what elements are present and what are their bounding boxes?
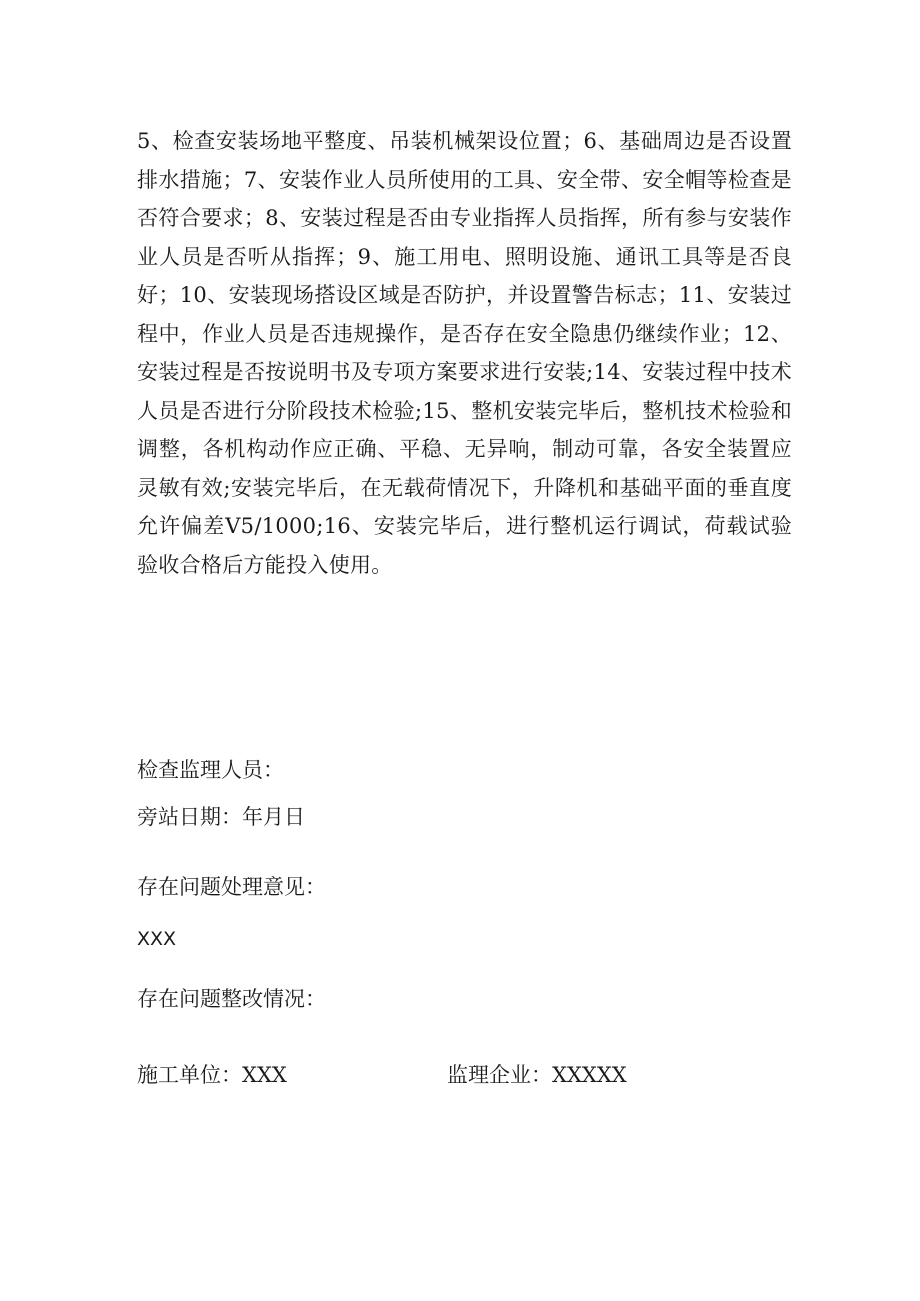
inspection-items-paragraph: 5、检查安装场地平整度、吊装机械架设位置；6、基础周边是否设置排水措施；7、安装作业人员所使用的工具、安全带、安全帽等检查是否符合要求；8、安装过程是否由专业指挥人员指挥，所有参与安装作业人员是否听从指挥；9、施工用电、照明设施、通讯工具等是否良好；10、安装现场搭设区域是否防护，并设置警告标志；11、安装过程中，作业人员是否违规操作，是否存在安全隐患仍继续作业；12、安装过程是否按说明书及专项方案要求进行安装;14、安装过程中技术人员是否进行分阶段技术检验;15、整机安装完毕后，整机技术检验和调整，各机构动作应正确、平稳、无异响，制动可靠，各安全装置应灵敏有效;安装完毕后，在无载荷情况下，升降机和基础平面的垂直度允许偏差V5/1000;16、安装完毕后，进行整机运行调试，荷载试验验收合格后方能投入使用。 [137, 129, 792, 577]
issue-opinion-label: 存在问题处理意见： [137, 875, 326, 899]
rectification-label: 存在问题整改情况： [137, 987, 326, 1011]
signature-row [137, 1060, 737, 1090]
supervision-company: 监理企业：XXXXX [447, 1063, 627, 1087]
inspector-label: 检查监理人员： [137, 758, 284, 782]
issue-opinion-value: XXX [137, 928, 177, 950]
date-label: 旁站日期：年月日 [137, 805, 305, 829]
construction-unit: 施工单位：XXX [137, 1063, 287, 1087]
